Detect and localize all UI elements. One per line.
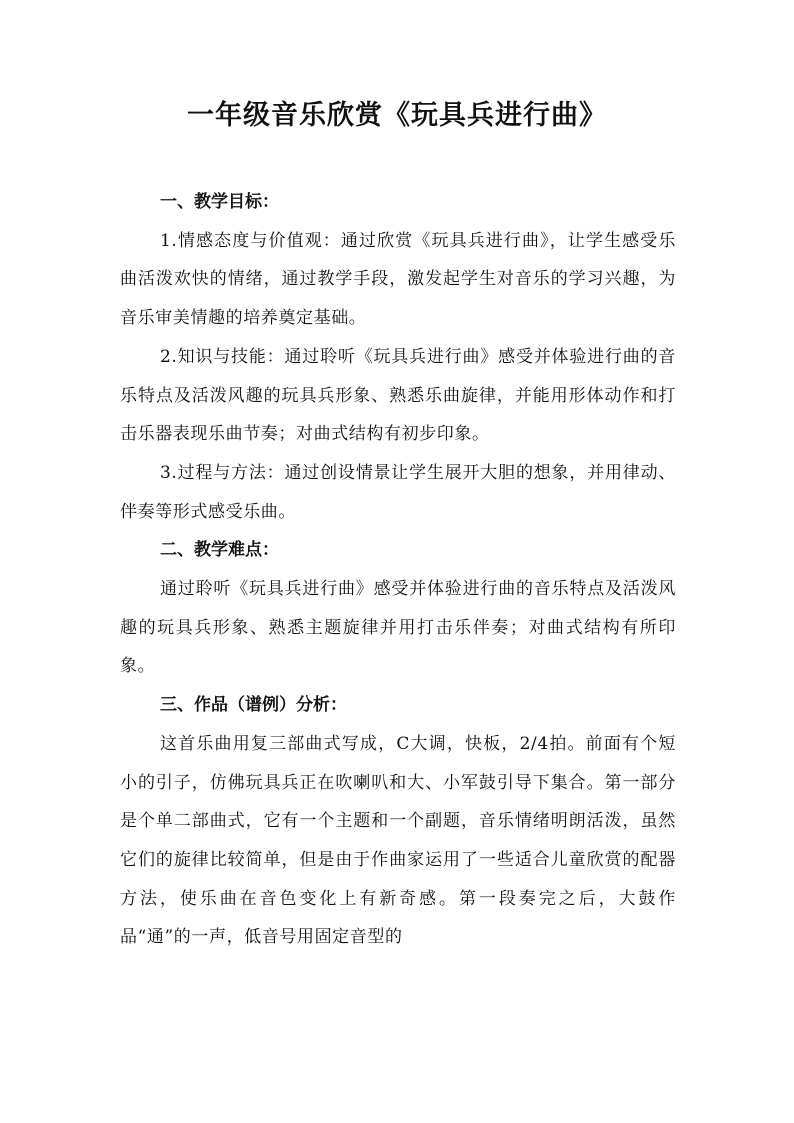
section-heading: 二、教学难点： [160, 540, 279, 561]
paragraph: 1.情感态度与价值观：通过欣赏《玩具兵进行曲》，让学生感受乐曲活泼欢快的情绪，通过教学手段，激发起学生对音乐的学习兴趣，为音乐审美情趣的培养奠定基础。 [120, 230, 676, 329]
section-difficulties [120, 531, 676, 686]
paragraph: 2.知识与技能：通过聆听《玩具兵进行曲》感受并体验进行曲的音乐特点及活泼风趣的玩具兵形象、熟悉乐曲旋律，并能用形体动作和打击乐器表现乐曲节奏；对曲式结构有初步印象。 [120, 346, 676, 445]
section-objectives [120, 183, 676, 531]
document-body [120, 183, 676, 957]
section-analysis [120, 686, 676, 957]
section-heading: 一、教学目标： [160, 192, 279, 212]
document-title: 一年级音乐欣赏《玩具兵进行曲》 [187, 100, 607, 131]
section-heading: 三、作品（谱例）分析： [160, 695, 347, 716]
paragraph: 3.过程与方法：通过创设情景让学生展开大胆的想象，并用律动、伴奏等形式感受乐曲。 [120, 462, 676, 522]
paragraph: 通过聆听《玩具兵进行曲》感受并体验进行曲的音乐特点及活泼风趣的玩具兵形象、熟悉主题旋律并用打击乐伴奏；对曲式结构有所印象。 [120, 579, 676, 677]
paragraph: 这首乐曲用复三部曲式写成，C大调，快板，2/4拍。前面有个短小的引子，仿佛玩具兵正在吹喇叭和大、小军鼓引导下集合。第一部分是个单二部曲式，它有一个主题和一个副题，音乐情绪明朗活泼，虽然它们的旋律比较简单，但是由于作曲家运用了一些适合儿童欣赏的配器方法，使乐曲在音色变化上有新奇感。第一段奏完之后，大鼓作品“通”的一声，低音号用固定音型的 [120, 733, 676, 948]
